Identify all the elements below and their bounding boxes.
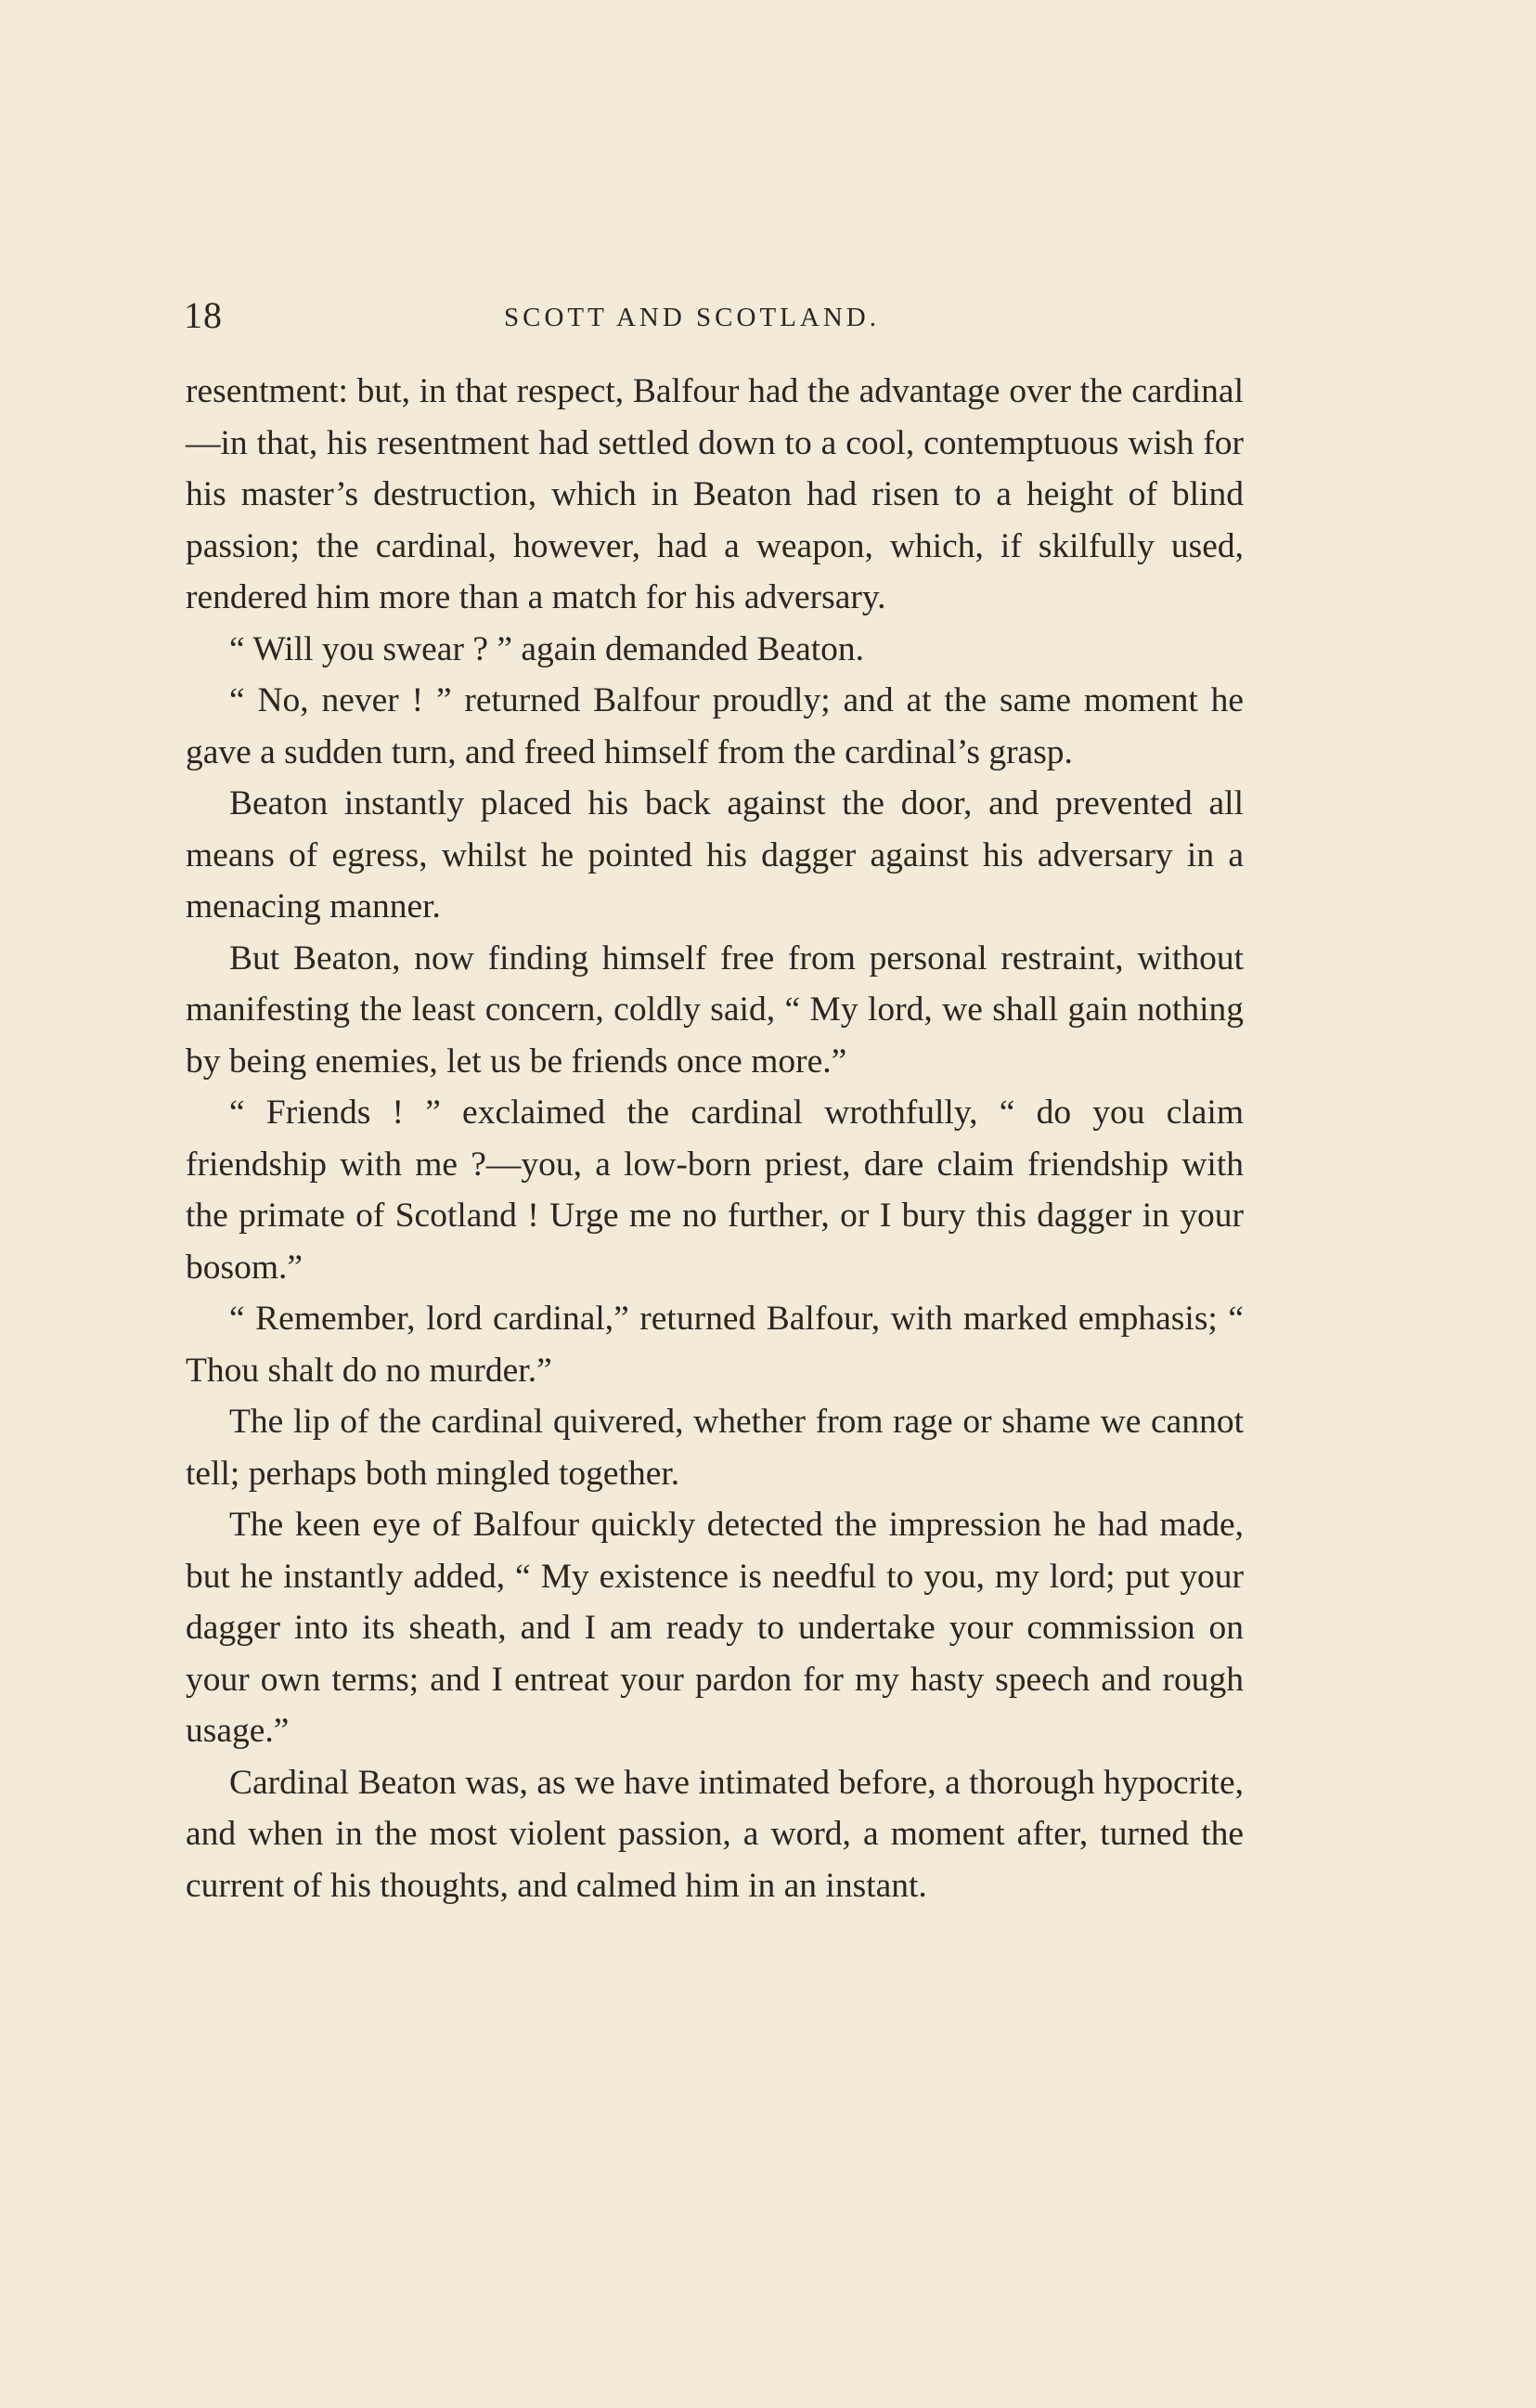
body-text <box>186 366 1244 1911</box>
paragraph: Cardinal Beaton was, as we have intimated before, a thorough hypocrite, and when in the most violent passion, a word, a moment after, turned the current of his thoughts, and calmed him in an instant. <box>186 1763 1244 1905</box>
running-head <box>184 293 1237 340</box>
paragraph: Beaton instantly placed his back against the door, and prevented all means of egress, whilst he pointed his dagger against his adversary in a menacing manner. <box>186 784 1244 926</box>
paragraph: resentment: but, in that respect, Balfour had the advantage over the cardinal—in that, his resentment had settled down to a cool, contemptuous wish for his master’s destruction, which in Beaton had risen to a height of blind passion; the cardinal, however, had a weapon, which, if skilfully used, rendered him more than a match for his adversary. <box>186 372 1244 616</box>
running-title: SCOTT AND SCOTLAND. <box>504 303 880 332</box>
paragraph: “ No, never ! ” returned Balfour proudly; and at the same moment he gave a sudden turn, and freed himself from the cardinal’s grasp. <box>186 681 1244 771</box>
paragraph: The lip of the cardinal quivered, whether from rage or shame we cannot tell; perhaps both mingled together. <box>186 1403 1244 1493</box>
paragraph: “ Will you swear ? ” again demanded Beaton. <box>229 629 865 668</box>
paragraph: But Beaton, now finding himself free from personal restraint, without manifesting the least concern, coldly said, “ My lord, we shall gain nothing by being enemies, let us be friends once more.” <box>186 939 1244 1081</box>
paragraph: “ Friends ! ” exclaimed the cardinal wrothfully, “ do you claim friendship with me ?—you, a low-born priest, dare claim friendship with the primate of Scotland ! Urge me no further, or I bury this dagger in your bosom.” <box>186 1094 1244 1287</box>
page-number: 18 <box>184 294 223 336</box>
paragraph: “ Remember, lord cardinal,” returned Balfour, with marked emphasis; “ Thou shalt do no murder.” <box>186 1300 1244 1390</box>
paragraph: The keen eye of Balfour quickly detected the impression he had made, but he instantly added, “ My existence is needful to you, my lord; put your dagger into its sheath, and I am ready to undertake your commission on your own terms; and I entreat your pardon for my hasty speech and rough usage.” <box>186 1506 1244 1750</box>
